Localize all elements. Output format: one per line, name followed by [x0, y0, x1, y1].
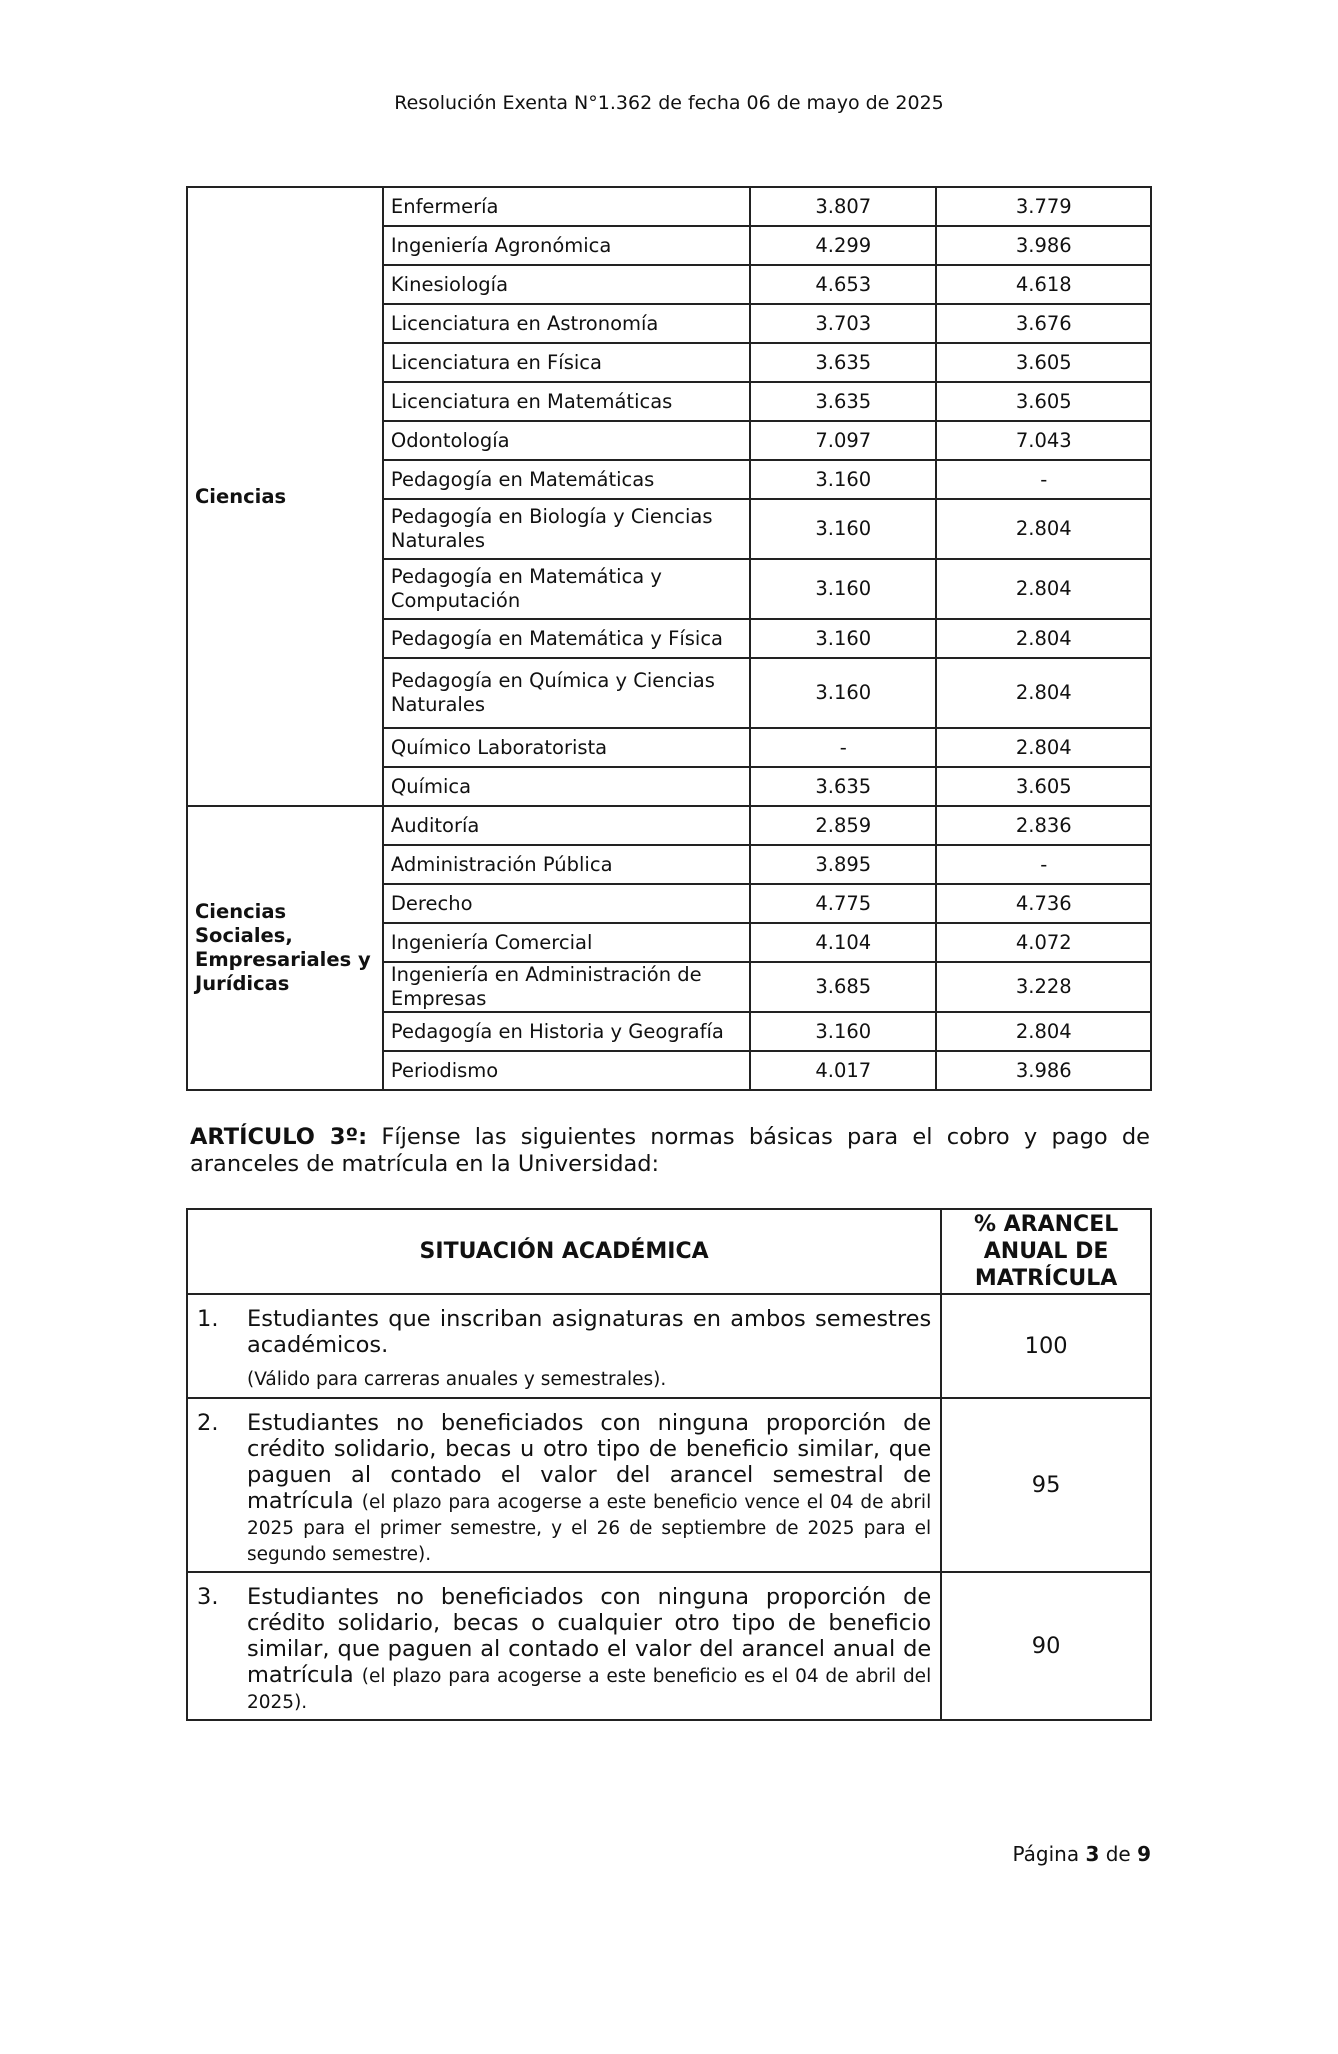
article-text: Fíjense las siguientes normas básicas para el cobro y pago de aranceles de matrícula en la Universidad: [190, 1124, 1150, 1177]
value-cell-1: 7.097 [750, 421, 936, 460]
value-cell-2: - [936, 460, 1151, 499]
value-cell-1: 3.160 [750, 1012, 936, 1051]
faculty-cell: Ciencias Sociales, Empresariales y Jurídicas [187, 806, 383, 1090]
value-cell-1: 3.635 [750, 343, 936, 382]
value-cell-2: 2.804 [936, 728, 1151, 767]
situation-cell [187, 1294, 941, 1398]
program-name: Pedagogía en Matemática y Computación [383, 559, 750, 619]
value-cell-2: 3.986 [936, 1051, 1151, 1090]
situation-cell [187, 1398, 941, 1572]
programs-table [186, 186, 1152, 1091]
faculty-cell: Ciencias [187, 187, 383, 806]
item-number: 2. [197, 1410, 219, 1436]
value-cell-2: 3.228 [936, 962, 1151, 1012]
fee-table-header-row [187, 1209, 1151, 1294]
value-cell-1: 3.895 [750, 845, 936, 884]
item-text-block [247, 1584, 931, 1714]
item-number: 1. [197, 1306, 219, 1332]
value-cell-2: 2.804 [936, 619, 1151, 658]
item-text: Estudiantes no beneficiados con ninguna proporción de crédito solidario, becas o cualquier otro tipo de beneficio similar, que paguen al contado el valor del arancel anual de matrícula [247, 1584, 932, 1688]
item-note: (Válido para carreras anuales y semestrales). [247, 1369, 667, 1390]
item-text-block [247, 1410, 931, 1566]
situation-item [189, 1400, 939, 1570]
percent-cell: 100 [941, 1294, 1151, 1398]
program-name: Derecho [383, 884, 750, 923]
value-cell-1: 3.160 [750, 499, 936, 559]
fee-row [187, 1398, 1151, 1572]
item-number: 3. [197, 1584, 219, 1610]
value-cell-1: 3.635 [750, 382, 936, 421]
value-cell-1: 2.859 [750, 806, 936, 845]
value-cell-1: 3.160 [750, 619, 936, 658]
item-condition: (el plazo para acogerse a este beneficio es el 04 de abril del 2025). [247, 1666, 932, 1713]
article-3 [190, 1124, 1150, 1178]
value-cell-1: 4.104 [750, 923, 936, 962]
program-name: Licenciatura en Astronomía [383, 304, 750, 343]
value-cell-2: 2.836 [936, 806, 1151, 845]
item-text-block [247, 1306, 931, 1392]
value-cell-2: 3.605 [936, 343, 1151, 382]
program-name: Químico Laboratorista [383, 728, 750, 767]
program-name: Pedagogía en Historia y Geografía [383, 1012, 750, 1051]
percent-cell: 90 [941, 1572, 1151, 1720]
value-cell-2: 3.605 [936, 382, 1151, 421]
fee-row [187, 1294, 1151, 1398]
value-cell-1: 4.299 [750, 226, 936, 265]
value-cell-1: 4.653 [750, 265, 936, 304]
situation-item [189, 1574, 939, 1718]
program-name: Pedagogía en Matemática y Física [383, 619, 750, 658]
value-cell-2: 4.736 [936, 884, 1151, 923]
program-name: Ingeniería en Administración de Empresas [383, 962, 750, 1012]
value-cell-1: 3.160 [750, 460, 936, 499]
value-cell-2: 2.804 [936, 559, 1151, 619]
value-cell-1: 3.703 [750, 304, 936, 343]
page-footer [1012, 1842, 1151, 1866]
value-cell-2: 4.072 [936, 923, 1151, 962]
table-row [187, 806, 1151, 845]
value-cell-2: 3.779 [936, 187, 1151, 226]
program-name: Ingeniería Agronómica [383, 226, 750, 265]
item-text: Estudiantes no beneficiados con ninguna proporción de crédito solidario, becas u otro tipo de beneficio similar, que paguen al contado el valor del arancel semestral de matrícula [247, 1410, 932, 1514]
item-text: Estudiantes que inscriban asignaturas en ambos semestres académicos. [247, 1306, 932, 1358]
program-name: Pedagogía en Matemáticas [383, 460, 750, 499]
value-cell-2: 3.605 [936, 767, 1151, 806]
fee-row [187, 1572, 1151, 1720]
value-cell-1: 3.685 [750, 962, 936, 1012]
value-cell-1: 4.017 [750, 1051, 936, 1090]
fee-table [186, 1208, 1152, 1721]
value-cell-2: 3.986 [936, 226, 1151, 265]
situation-item [189, 1296, 939, 1396]
page-header: Resolución Exenta N°1.362 de fecha 06 de mayo de 2025 [394, 92, 944, 114]
situation-cell [187, 1572, 941, 1720]
value-cell-1: - [750, 728, 936, 767]
program-name: Kinesiología [383, 265, 750, 304]
value-cell-2: 7.043 [936, 421, 1151, 460]
percent-header: % ARANCEL ANUAL DE MATRÍCULA [941, 1209, 1151, 1294]
value-cell-2: - [936, 845, 1151, 884]
footer-prefix: Página [1012, 1842, 1080, 1866]
program-name: Odontología [383, 421, 750, 460]
footer-total-pages: 9 [1137, 1842, 1151, 1866]
program-name: Licenciatura en Física [383, 343, 750, 382]
value-cell-1: 3.635 [750, 767, 936, 806]
program-name: Pedagogía en Biología y Ciencias Naturales [383, 499, 750, 559]
program-name: Licenciatura en Matemáticas [383, 382, 750, 421]
table-row [187, 187, 1151, 226]
program-name: Periodismo [383, 1051, 750, 1090]
footer-page-number: 3 [1085, 1842, 1100, 1866]
value-cell-2: 2.804 [936, 1012, 1151, 1051]
situation-header: SITUACIÓN ACADÉMICA [187, 1209, 941, 1294]
value-cell-2: 4.618 [936, 265, 1151, 304]
value-cell-1: 4.775 [750, 884, 936, 923]
footer-middle: de [1105, 1842, 1131, 1866]
value-cell-1: 3.807 [750, 187, 936, 226]
program-name: Ingeniería Comercial [383, 923, 750, 962]
program-name: Enfermería [383, 187, 750, 226]
value-cell-2: 2.804 [936, 658, 1151, 728]
percent-cell: 95 [941, 1398, 1151, 1572]
program-name: Administración Pública [383, 845, 750, 884]
value-cell-2: 3.676 [936, 304, 1151, 343]
article-label: ARTÍCULO 3º: [190, 1124, 368, 1150]
item-condition: (el plazo para acogerse a este beneficio vence el 04 de abril 2025 para el primer semestre, y el 26 de septiembre de 2025 para el segundo semestre). [247, 1492, 932, 1565]
value-cell-1: 3.160 [750, 658, 936, 728]
value-cell-2: 2.804 [936, 499, 1151, 559]
program-name: Auditoría [383, 806, 750, 845]
program-name: Pedagogía en Química y Ciencias Naturales [383, 658, 750, 728]
value-cell-1: 3.160 [750, 559, 936, 619]
program-name: Química [383, 767, 750, 806]
